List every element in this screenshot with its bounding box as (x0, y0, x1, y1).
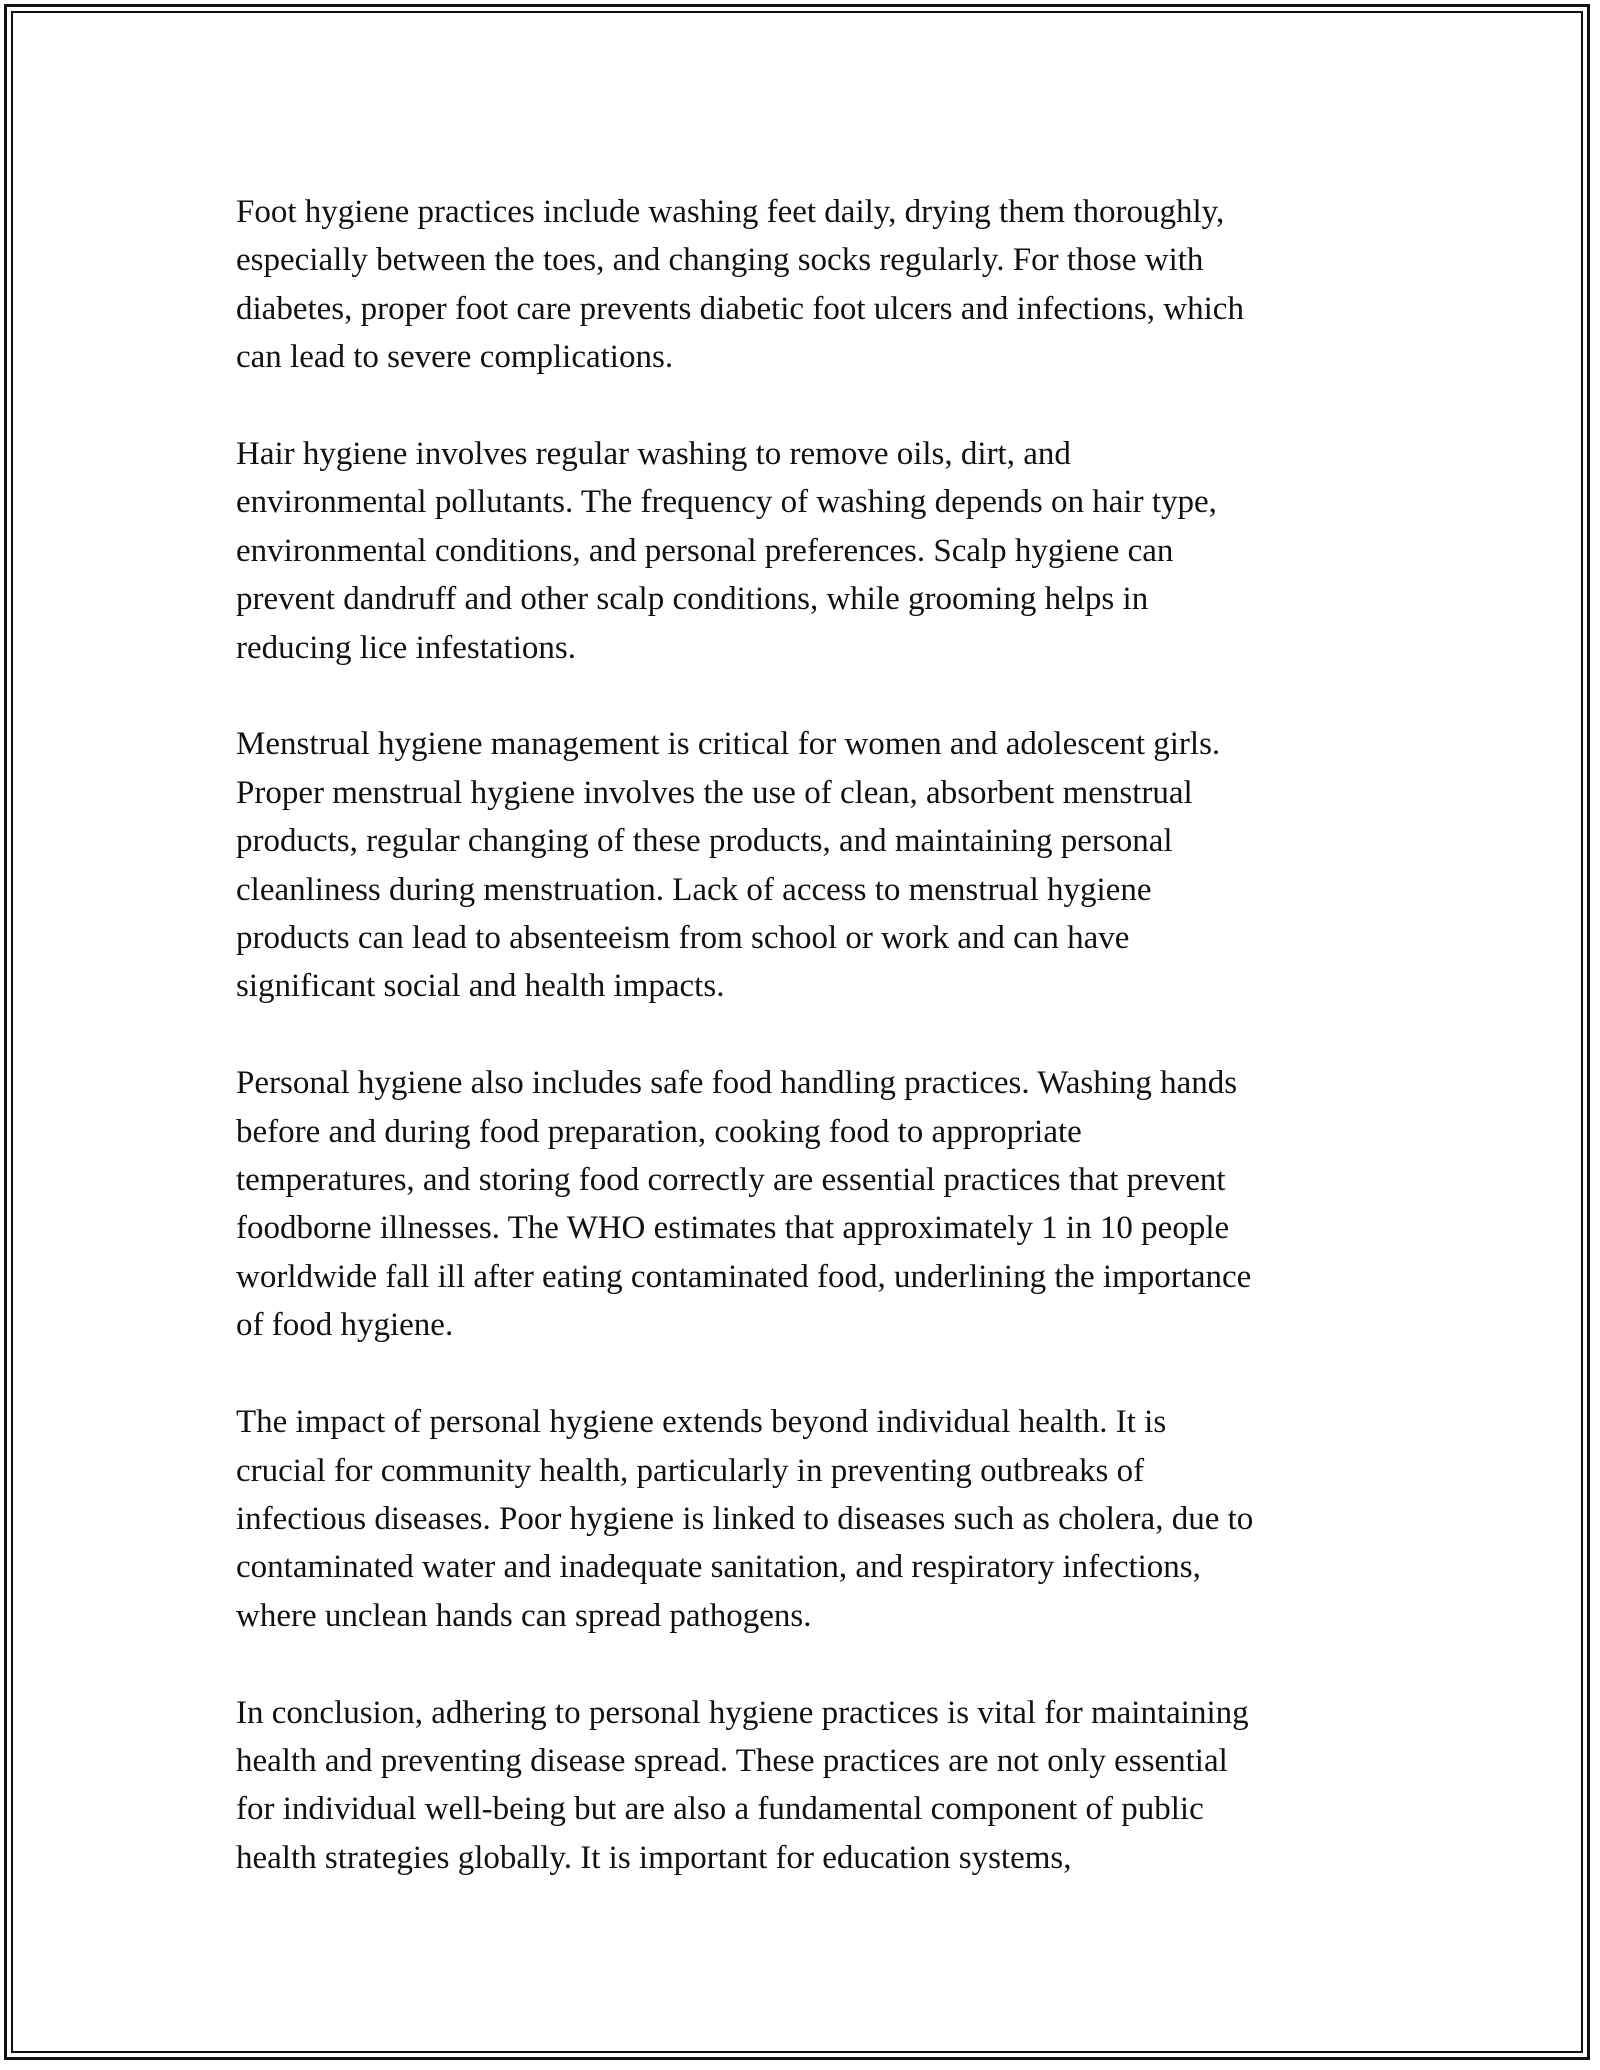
text-line: foodborne illnesses. The WHO estimates that approximately 1 in 10 people (236, 1210, 1230, 1247)
text-line: Personal hygiene also includes safe food handling practices. Washing hands (236, 1065, 1238, 1102)
paragraph-food-hygiene (236, 1059, 1376, 1349)
text-line: for individual well-being but are also a fundamental component of public (236, 1791, 1204, 1828)
paragraph-foot-hygiene (236, 188, 1376, 382)
text-line: reducing lice infestations. (236, 629, 576, 666)
document-body (236, 188, 1376, 1931)
text-line: before and during food preparation, cooking food to appropriate (236, 1113, 1082, 1150)
text-line: Hair hygiene involves regular washing to remove oils, dirt, and (236, 436, 1071, 473)
text-line: worldwide fall ill after eating contaminated food, underlining the importance (236, 1258, 1252, 1295)
text-line: Menstrual hygiene management is critical for women and adolescent girls. (236, 726, 1221, 763)
text-line: contaminated water and inadequate sanitation, and respiratory infections, (236, 1549, 1201, 1586)
text-line: cleanliness during menstruation. Lack of access to menstrual hygiene (236, 871, 1152, 908)
text-line: environmental pollutants. The frequency of washing depends on hair type, (236, 484, 1217, 521)
text-line: diabetes, proper foot care prevents diabetic foot ulcers and infections, which (236, 290, 1244, 327)
paragraph-hair-hygiene (236, 430, 1376, 672)
text-line: The impact of personal hygiene extends beyond individual health. It is (236, 1404, 1167, 1441)
text-line: products can lead to absenteeism from school or work and can have (236, 920, 1130, 957)
text-line: health strategies globally. It is important for education systems, (236, 1839, 1072, 1876)
text-line: temperatures, and storing food correctly are essential practices that prevent (236, 1162, 1226, 1199)
text-line: Foot hygiene practices include washing feet daily, drying them thoroughly, (236, 194, 1225, 230)
text-line: products, regular changing of these products, and maintaining personal (236, 823, 1173, 860)
text-line: health and preventing disease spread. These practices are not only essential (236, 1742, 1228, 1779)
text-line: In conclusion, adhering to personal hygiene practices is vital for maintaining (236, 1694, 1249, 1731)
text-line: Proper menstrual hygiene involves the use of clean, absorbent menstrual (236, 774, 1193, 811)
text-line: infectious diseases. Poor hygiene is linked to diseases such as cholera, due to (236, 1500, 1254, 1537)
text-line: significant social and health impacts. (236, 968, 725, 1005)
text-line: can lead to severe complications. (236, 339, 674, 376)
text-line: of food hygiene. (236, 1307, 454, 1344)
text-line: crucial for community health, particularly in preventing outbreaks of (236, 1452, 1145, 1489)
text-line: especially between the toes, and changing socks regularly. For those with (236, 242, 1204, 279)
text-line: where unclean hands can spread pathogens. (236, 1597, 812, 1634)
paragraph-community-impact (236, 1398, 1376, 1640)
paragraph-menstrual-hygiene (236, 720, 1376, 1010)
paragraph-conclusion (236, 1689, 1376, 1883)
text-line: prevent dandruff and other scalp conditions, while grooming helps in (236, 581, 1149, 618)
text-line: environmental conditions, and personal preferences. Scalp hygiene can (236, 532, 1174, 569)
